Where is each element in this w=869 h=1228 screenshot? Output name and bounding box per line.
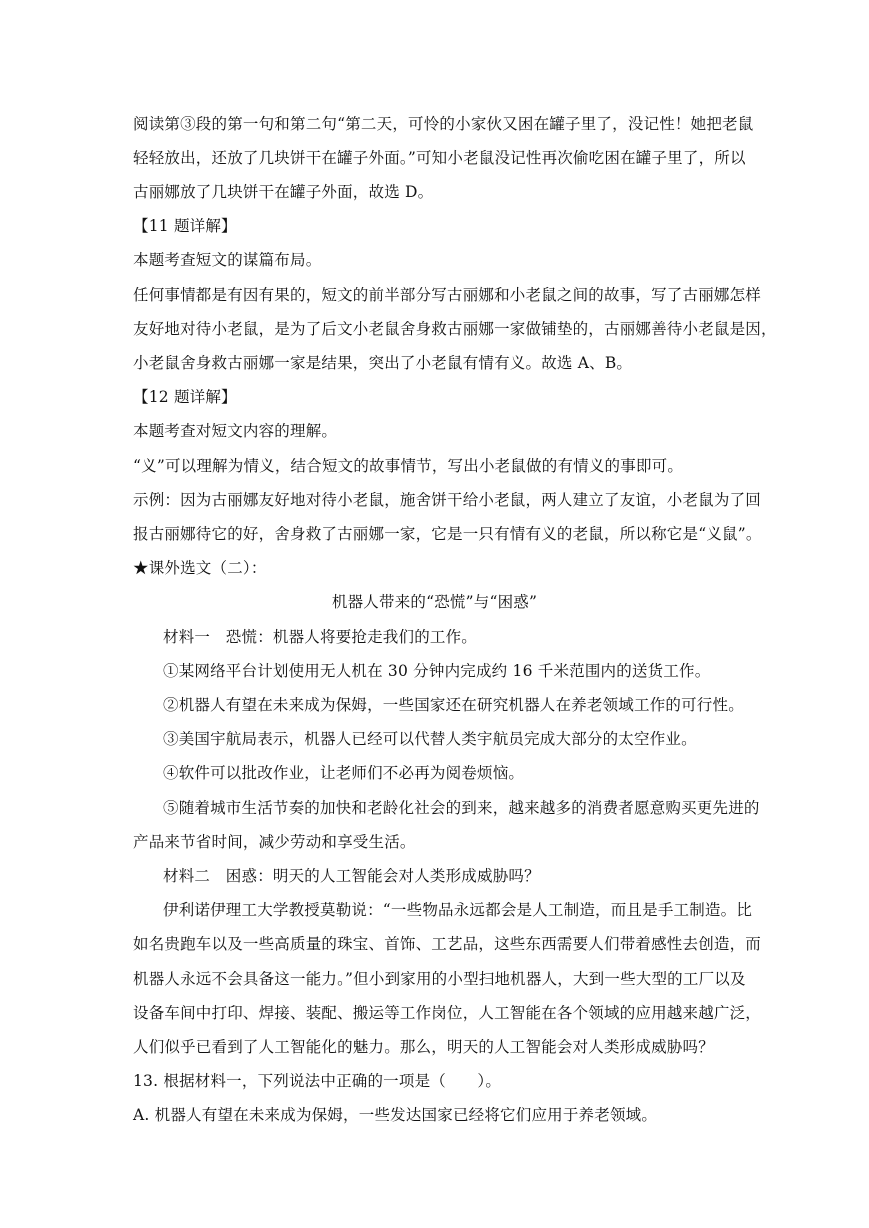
section-heading: 【11 题详解】 [133, 217, 237, 235]
question-stem: 13. 根据材料一，下列说法中正确的一项是（ ）。 [133, 1072, 502, 1090]
paragraph-line: 设备车间中打印、焊接、装配、搬运等工作岗位，人工智能在各个领域的应用越来越广泛， [133, 1004, 762, 1022]
paragraph-line: 报古丽娜待它的好，舍身救了古丽娜一家，它是一只有情有义的老鼠，所以称它是“义鼠”。 [133, 525, 762, 543]
paragraph-line: “义”可以理解为情义，结合短文的故事情节，写出小老鼠做的有情义的事即可。 [133, 457, 684, 475]
paragraph-line: 小老鼠舍身救古丽娜一家是结果，突出了小老鼠有情有义。故选 A、B。 [133, 354, 633, 372]
material-heading: 材料二 困惑：明天的人工智能会对人类形成威胁吗？ [163, 867, 540, 885]
section-heading: ★课外选文（二）： [133, 559, 267, 577]
section-heading: 【12 题详解】 [133, 388, 237, 406]
paragraph-line: 本题考查短文的谋篇布局。 [133, 251, 322, 269]
list-item: ①某网络平台计划使用无人机在 30 分钟内完成约 16 千米范围内的送货工作。 [163, 662, 711, 680]
paragraph-line: 如名贵跑车以及一些高质量的珠宝、首饰、工艺品，这些东西需要人们带着感性去创造，而 [133, 935, 762, 953]
paragraph-line: 人们似乎已看到了人工智能化的魅力。那么，明天的人工智能会对人类形成威胁吗？ [133, 1038, 714, 1056]
article-title: 机器人带来的“恐慌”与“困惑” [331, 593, 538, 611]
paragraph-line: 阅读第③段的第一句和第二句“第二天，可怜的小家伙又困在罐子里了，没记性！她把老鼠 [133, 115, 754, 133]
paragraph-line: 伊利诺伊理工大学教授莫勒说：“一些物品永远都会是人工制造，而且是手工制造。比 [163, 901, 753, 919]
paragraph-line: 轻轻放出，还放了几块饼干在罐子外面。”可知小老鼠没记性再次偷吃困在罐子里了，所以 [133, 149, 746, 167]
paragraph-line: 产品来节省时间，减少劳动和享受生活。 [133, 833, 416, 851]
list-item: ③美国宇航局表示，机器人已经可以代替人类宇航员完成大部分的太空作业。 [163, 730, 697, 748]
paragraph-line: 友好地对待小老鼠，是为了后文小老鼠舍身救古丽娜一家做铺垫的，古丽娜善待小老鼠是因， [133, 320, 777, 338]
material-heading: 材料一 恐慌：机器人将要抢走我们的工作。 [163, 628, 478, 646]
paragraph-line: 本题考查对短文内容的理解。 [133, 422, 338, 440]
list-item: ④软件可以批改作业，让老师们不必再为阅卷烦恼。 [163, 764, 525, 782]
list-item: ②机器人有望在未来成为保姆，一些国家还在研究机器人在养老领域工作的可行性。 [163, 696, 744, 714]
answer-option: A. 机器人有望在未来成为保姆，一些发达国家已经将它们应用于养老领域。 [133, 1106, 658, 1124]
list-item: ⑤随着城市生活节奏的加快和老龄化社会的到来，越来越多的消费者愿意购买更先进的 [163, 799, 760, 817]
paragraph-line: 机器人永远不会具备这一能力。”但小到家用的小型扫地机器人，大到一些大型的工厂以及 [133, 970, 746, 988]
paragraph-line: 示例：因为古丽娜友好地对待小老鼠，施舍饼干给小老鼠，两人建立了友谊，小老鼠为了回 [133, 491, 762, 509]
paragraph-line: 任何事情都是有因有果的，短文的前半部分写古丽娜和小老鼠之间的故事，写了古丽娜怎样 [133, 286, 762, 304]
paragraph-line: 古丽娜放了几块饼干在罐子外面，故选 D。 [133, 183, 434, 201]
